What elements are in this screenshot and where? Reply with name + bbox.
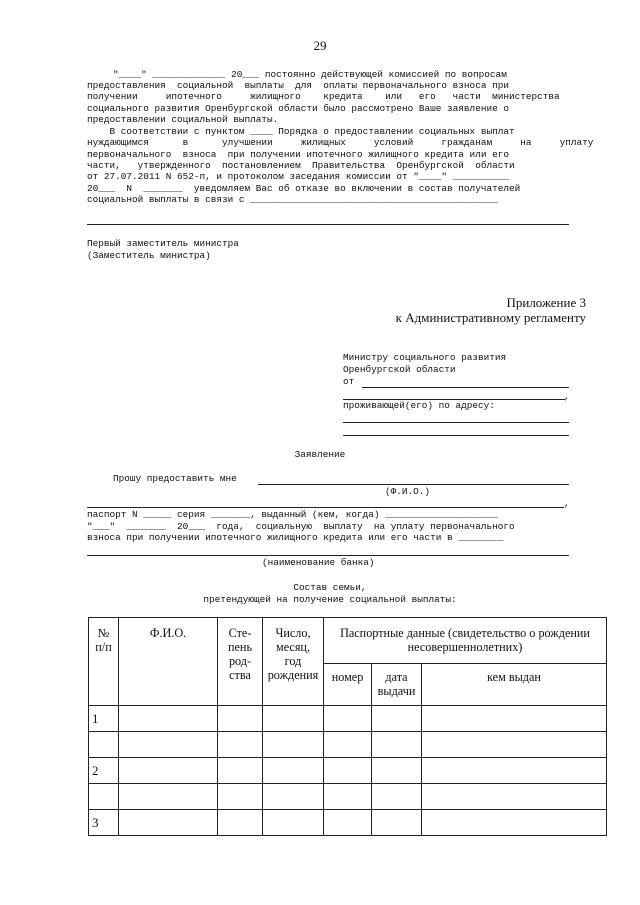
- cell-number[interactable]: [324, 732, 372, 758]
- text-line: части, утвержденного постановлением Правительства Оренбургской области: [87, 160, 515, 171]
- cell-number[interactable]: [324, 758, 372, 784]
- cell-fio[interactable]: [119, 732, 218, 758]
- row-number: 2: [89, 758, 119, 784]
- fio-field[interactable]: [258, 484, 569, 485]
- signatory-title: Первый заместитель министра: [87, 238, 239, 249]
- text-line: от 27.07.2011 N 652-п, и протоколом заседания комиссии от "____" __________: [87, 171, 509, 182]
- cell-issued-by[interactable]: [422, 810, 607, 836]
- row-number: 1: [89, 706, 119, 732]
- row-number: 3: [89, 810, 119, 836]
- date-line: "___" _______ 20___ года, социальную выплату на уплату первоначального: [87, 521, 515, 532]
- cell-birth[interactable]: [263, 758, 324, 784]
- signatory-alt: (Заместитель министра): [87, 250, 211, 261]
- family-subtitle: претендующей на получение социальной выплаты:: [203, 594, 457, 605]
- comma: ,: [564, 498, 570, 509]
- cell-degree[interactable]: [218, 784, 263, 810]
- header-passport: Паспортные данные (свидетельство о рождении несовершеннолетних): [324, 618, 607, 664]
- header-fio: Ф.И.О.: [119, 618, 218, 706]
- cell-fio[interactable]: [119, 706, 218, 732]
- text-line: "____" _____________ 20___ постоянно действующей комиссией по вопросам: [113, 69, 507, 80]
- text-line: социальной выплаты в связи с ____________________________________________: [87, 194, 498, 205]
- cell-number[interactable]: [324, 810, 372, 836]
- table-row: [89, 810, 607, 836]
- table-row: [89, 784, 607, 810]
- bank-field[interactable]: [87, 555, 569, 556]
- text-line: предоставления социальной выплаты для оплаты первоначального взноса при: [87, 80, 509, 91]
- header-issued-by: кем выдан: [422, 664, 607, 706]
- from-field[interactable]: [362, 387, 569, 388]
- text-line: В соответствии с пунктом ____ Порядка о предоставлении социальных выплат: [87, 126, 515, 137]
- row-number: [89, 732, 119, 758]
- cell-birth[interactable]: [263, 784, 324, 810]
- table-row: [89, 706, 607, 732]
- text-line: получении ипотечного жилищного кредита или его части министерства: [87, 91, 560, 102]
- passport-line: паспорт N _____ серия _______, выданный (кем, когда) ____________________: [87, 509, 498, 520]
- bank-caption: (наименование банка): [262, 557, 375, 568]
- from-label: от: [343, 376, 355, 387]
- cell-fio[interactable]: [119, 810, 218, 836]
- address-field[interactable]: [343, 422, 569, 423]
- cell-issue-date[interactable]: [372, 732, 422, 758]
- table-row: [89, 732, 607, 758]
- appendix-subtitle: к Административному регламенту: [395, 310, 586, 325]
- fio-field-2[interactable]: [87, 507, 564, 508]
- family-table: [88, 617, 607, 836]
- header-issue-date: дата выдачи: [372, 664, 422, 706]
- request-label: Прошу предоставить мне: [113, 473, 237, 484]
- cell-issue-date[interactable]: [372, 706, 422, 732]
- cell-degree[interactable]: [218, 732, 263, 758]
- fio-caption: (Ф.И.О.): [385, 486, 431, 497]
- text-line: первоначального взноса при получении ипотечного жилищного кредита или его: [87, 149, 509, 160]
- cell-issued-by[interactable]: [422, 758, 607, 784]
- cell-issued-by[interactable]: [422, 784, 607, 810]
- page-number: 29: [313, 38, 327, 53]
- residing-label: проживающей(его) по адресу:: [343, 400, 495, 411]
- cell-fio[interactable]: [119, 784, 218, 810]
- addressee-line: Оренбургской области: [343, 364, 456, 375]
- cell-degree[interactable]: [218, 758, 263, 784]
- cell-birth[interactable]: [263, 732, 324, 758]
- text-line: нуждающимся в улучшении жилищных условий гражданам на уплату: [87, 137, 594, 148]
- text-line: предоставлении социальной выплаты.: [87, 114, 279, 125]
- header-birth: Число, месяц, год рождения: [263, 618, 324, 706]
- cell-fio[interactable]: [119, 758, 218, 784]
- header-number: номер: [324, 664, 372, 706]
- table-row: [89, 758, 607, 784]
- cell-degree[interactable]: [218, 810, 263, 836]
- header-num: № п/п: [89, 618, 119, 706]
- family-title: Состав семьи,: [293, 582, 367, 593]
- cell-birth[interactable]: [263, 706, 324, 732]
- blank-line: [87, 224, 569, 225]
- cell-issued-by[interactable]: [422, 706, 607, 732]
- cell-number[interactable]: [324, 784, 372, 810]
- cell-issue-date[interactable]: [372, 784, 422, 810]
- cell-birth[interactable]: [263, 810, 324, 836]
- purpose-line: взноса при получении ипотечного жилищного кредита или его части в ________: [87, 532, 504, 543]
- application-title: Заявление: [294, 449, 346, 460]
- addressee-line: Министру социального развития: [343, 352, 507, 363]
- text-line: социального развития Оренбургской области было рассмотрено Ваше заявление о: [87, 103, 509, 114]
- appendix-title: Приложение 3: [506, 295, 586, 310]
- cell-number[interactable]: [324, 706, 372, 732]
- cell-issued-by[interactable]: [422, 732, 607, 758]
- comma: ,: [564, 391, 570, 402]
- row-number: [89, 784, 119, 810]
- header-degree: Сте- пень род- ства: [218, 618, 263, 706]
- cell-issue-date[interactable]: [372, 810, 422, 836]
- address-field-2[interactable]: [343, 435, 569, 436]
- cell-issue-date[interactable]: [372, 758, 422, 784]
- text-line: 20___ N _______ уведомляем Вас об отказе во включении в состав получателей: [87, 183, 521, 194]
- cell-degree[interactable]: [218, 706, 263, 732]
